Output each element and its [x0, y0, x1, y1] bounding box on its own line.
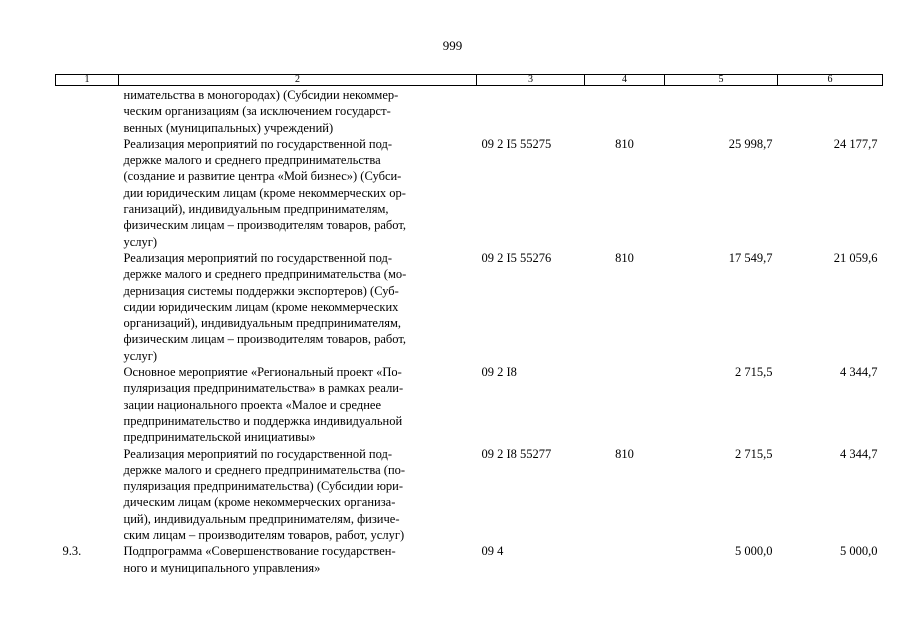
description-line: ций), индивидуальным предпринимателям, физиче- — [123, 511, 400, 526]
description-line: ческим организациям (за исключением государст- — [123, 104, 391, 119]
row-expense-type — [585, 543, 665, 576]
header-col-4: 4 — [585, 75, 665, 86]
row-amount-2: 4 344,7 — [840, 446, 878, 461]
description-line: зации национального проекта «Малое и среднее — [123, 397, 382, 412]
description-line: организаций), индивидуальным предпринимателям, — [123, 316, 401, 331]
row-description — [119, 136, 477, 250]
row-number — [56, 136, 119, 250]
description-line: дическим лицам (кроме некоммерческих организа- — [123, 495, 396, 510]
budget-table — [55, 74, 883, 576]
row-amount-2: 4 344,7 — [840, 365, 878, 380]
row-code: 09 4 — [481, 544, 504, 559]
row-description — [119, 86, 477, 136]
table-row — [56, 250, 883, 364]
row-description — [119, 364, 477, 445]
description-line: пуляризация предпринимательства» в рамках реали- — [123, 381, 404, 396]
header-col-6: 6 — [778, 75, 883, 86]
row-amount-2: 5 000,0 — [840, 544, 878, 559]
description-line: предпринимательской инициативы» — [123, 430, 316, 445]
description-line: нимательства в моногородах) (Субсидии некоммер- — [123, 88, 399, 102]
table-body — [56, 86, 883, 576]
description-line: венных (муниципальных) учреждений) — [123, 120, 334, 135]
header-col-2: 2 — [119, 75, 477, 86]
row-expense-type: 810 — [615, 136, 634, 151]
table-row — [56, 136, 883, 250]
description-line: сидии юридическим лицам (кроме некоммерческих — [123, 299, 399, 314]
table-row — [56, 446, 883, 544]
row-amount-1: 25 998,7 — [728, 136, 773, 151]
row-code: 09 2 I8 — [481, 365, 517, 380]
row-expense-type: 810 — [615, 250, 634, 265]
description-line: Подпрограмма «Совершенствование государствен- — [123, 544, 396, 559]
row-amount-1 — [665, 86, 778, 136]
row-number — [56, 86, 119, 136]
description-line: Реализация мероприятий по государственной под- — [123, 136, 392, 151]
header-col-3: 3 — [477, 75, 585, 86]
description-line: держке малого и среднего предпринимательства — [123, 153, 381, 168]
description-line: услуг) — [123, 348, 158, 363]
row-number — [56, 250, 119, 364]
header-row — [56, 75, 883, 86]
description-line: Основное мероприятие «Региональный проект «По- — [123, 365, 402, 380]
description-line: предпринимательство и поддержка индивидуальной — [123, 413, 403, 428]
row-code — [477, 86, 585, 136]
description-line: пуляризация предпринимательства) (Субсидии юри- — [123, 479, 404, 494]
row-number: 9.3. — [62, 544, 82, 559]
row-code: 09 2 I5 55275 — [481, 136, 552, 151]
row-amount-1: 2 715,5 — [735, 446, 773, 461]
page-number: 999 — [442, 38, 463, 53]
row-amount-2 — [778, 86, 883, 136]
row-amount-1: 5 000,0 — [735, 544, 773, 559]
description-line: услуг) — [123, 234, 158, 249]
row-expense-type — [585, 86, 665, 136]
description-line: ного и муниципального управления» — [123, 560, 321, 575]
row-number — [56, 364, 119, 445]
table-row — [56, 86, 883, 136]
description-line: (создание и развитие центра «Мой бизнес») (Субси- — [123, 169, 402, 184]
table-header — [56, 75, 883, 86]
row-amount-2: 21 059,6 — [833, 250, 878, 265]
description-line: ским лицам – производителям товаров, работ, услуг) — [123, 528, 405, 543]
description-line: держке малого и среднего предпринимательства (мо- — [123, 267, 407, 282]
row-amount-1: 2 715,5 — [735, 365, 773, 380]
description-line: ганизаций), индивидуальным предпринимателям, — [123, 202, 389, 217]
row-amount-2: 24 177,7 — [833, 136, 878, 151]
description-line: дии юридическим лицам (кроме некоммерческих ор- — [123, 185, 406, 200]
row-code: 09 2 I8 55277 — [481, 446, 552, 461]
description-line: физическим лицам – производителям товаров, работ, — [123, 332, 406, 347]
header-col-5: 5 — [665, 75, 778, 86]
row-amount-1: 17 549,7 — [728, 250, 773, 265]
table-row — [56, 364, 883, 445]
description-line: Реализация мероприятий по государственной под- — [123, 250, 392, 265]
row-description — [119, 543, 477, 576]
row-code: 09 2 I5 55276 — [481, 250, 552, 265]
row-description — [119, 446, 477, 544]
description-line: физическим лицам – производителям товаров, работ, — [123, 218, 406, 233]
row-description — [119, 250, 477, 364]
row-number — [56, 446, 119, 544]
row-expense-type: 810 — [615, 446, 634, 461]
header-col-1: 1 — [56, 75, 119, 86]
description-line: держке малого и среднего предпринимательства (по- — [123, 462, 406, 477]
description-line: Реализация мероприятий по государственной под- — [123, 446, 392, 461]
table-row — [56, 543, 883, 576]
description-line: дернизация системы поддержки экспортеров) (Суб- — [123, 283, 399, 298]
row-expense-type — [585, 364, 665, 445]
